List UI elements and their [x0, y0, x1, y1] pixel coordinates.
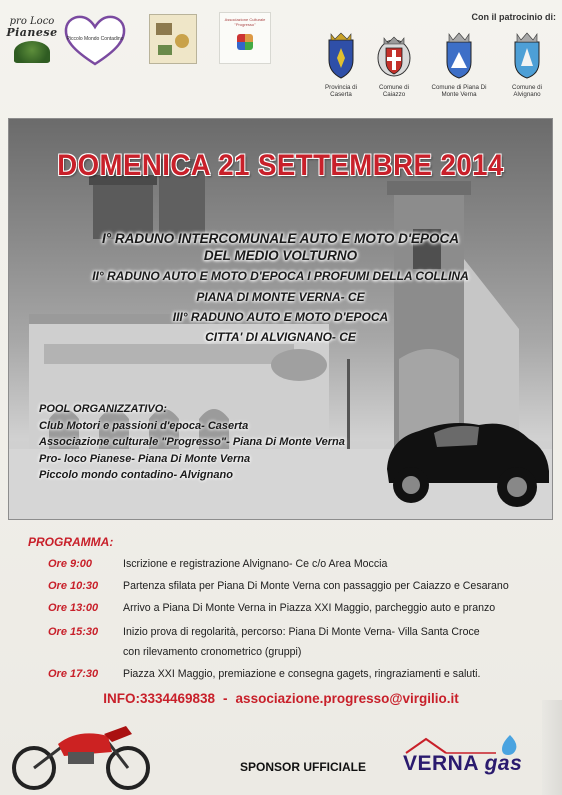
proloco-line2: Pianese — [6, 26, 58, 39]
page-edge — [542, 700, 562, 795]
programma-desc: Inizio prova di regolarità, percorso: Piana Di Monte Verna- Villa Santa Croce — [123, 626, 480, 638]
association-logo-2 — [219, 12, 271, 64]
pool-item: Pro- loco Pianese- Piana Di Monte Verna — [39, 452, 251, 465]
crest-provincia-caserta — [316, 30, 366, 98]
raduno-line-5: III° RADUNO AUTO E MOTO D'EPOCA — [172, 310, 389, 324]
programma-time: Ore 15:30 — [48, 626, 99, 638]
caiazzo-crest-icon — [372, 30, 416, 82]
pool-heading: POOL ORGANIZZATIVO: — [39, 403, 167, 415]
info-phone: INFO:3334469838 — [103, 691, 216, 706]
pool-organizzativo — [39, 401, 345, 484]
pool-item: Club Motori e passioni d'epoca- Caserta — [39, 419, 249, 432]
raduno-line-6: CITTA' DI ALVIGNANO- CE — [205, 330, 356, 344]
programma-desc: Piazza XXI Maggio, premiazione e consegna gagets, ringraziamenti e saluti. — [123, 668, 481, 680]
crest-comune-caiazzo — [369, 30, 419, 98]
raduno-line-1: I° RADUNO INTERCOMUNALE AUTO E MOTO D'EPOCA — [101, 231, 460, 246]
heart-logo — [63, 14, 127, 68]
programma-desc: con rilevamento cronometrico (gruppi) — [123, 646, 302, 658]
programma-time: Ore 17:30 — [48, 668, 99, 680]
proloco-line1: pro Loco — [9, 16, 55, 27]
alvignano-crest-icon — [507, 30, 547, 82]
pool-item: Piccolo mondo contadino- Alvignano — [39, 469, 233, 481]
programma-heading: PROGRAMMA: — [28, 535, 114, 549]
poster-panel — [8, 118, 553, 520]
programma-time: Ore 10:30 — [48, 580, 99, 592]
crest-comune-piana — [428, 30, 490, 98]
association-emblem-icon — [237, 34, 253, 50]
programma-desc: Partenza sfilata per Piana Di Monte Verna con passaggio per Caiazzo e Cesarano — [123, 580, 509, 592]
heart-logo-text: Piccolo Mondo Contadino — [66, 36, 124, 42]
programma-desc: Iscrizione e registrazione Alvignano- Ce c/o Area Moccia — [123, 558, 388, 570]
tree-icon — [14, 41, 50, 63]
programma-time: Ore 13:00 — [48, 602, 99, 614]
crest-caption: Comune di Caiazzo — [379, 84, 409, 98]
verna-gas-brand — [403, 752, 522, 776]
info-email: associazione.progresso@virgilio.it — [235, 691, 459, 706]
patrocinio-label: Con il patrocinio di: — [471, 12, 556, 22]
caserta-crest-icon — [321, 30, 361, 82]
crest-caption: Provincia di Caserta — [325, 84, 357, 98]
proloco-logo — [4, 16, 60, 74]
sponsor-label: SPONSOR UFFICIALE — [240, 760, 367, 774]
brand-name: VERNA — [403, 752, 479, 775]
raduno-line-2: DEL MEDIO VOLTURNO — [203, 248, 358, 263]
piana-crest-icon — [439, 30, 479, 82]
programma-desc: Arrivo a Piana Di Monte Verna in Piazza XXI Maggio, parcheggio auto e pranzo — [123, 602, 496, 614]
crest-caption: Comune di Piana Di Monte Verna — [431, 84, 487, 98]
event-date-title: DOMENICA 21 SETTEMBRE 2014 — [57, 149, 504, 182]
info-line — [0, 691, 562, 706]
info-separator: - — [223, 691, 228, 706]
vintage-motorcycle-icon — [8, 712, 158, 792]
crest-comune-alvignano — [502, 30, 552, 98]
association-logo-text: Associazione Culturale "Progresso" — [224, 17, 266, 27]
crest-caption: Comune di Alvignano — [512, 84, 542, 98]
programma-time: Ore 9:00 — [48, 558, 93, 570]
pool-item: Associazione culturale "Progresso"- Piana Di Monte Verna — [39, 436, 345, 448]
association-logo-1 — [149, 14, 197, 64]
raduno-line-3: II° RADUNO AUTO E MOTO D'EPOCA I PROFUMI DELLA COLLINA — [92, 269, 469, 283]
raduno-line-4: PIANA DI MONTE VERNA- CE — [196, 290, 365, 304]
brand-name-suffix: gas — [484, 752, 523, 775]
